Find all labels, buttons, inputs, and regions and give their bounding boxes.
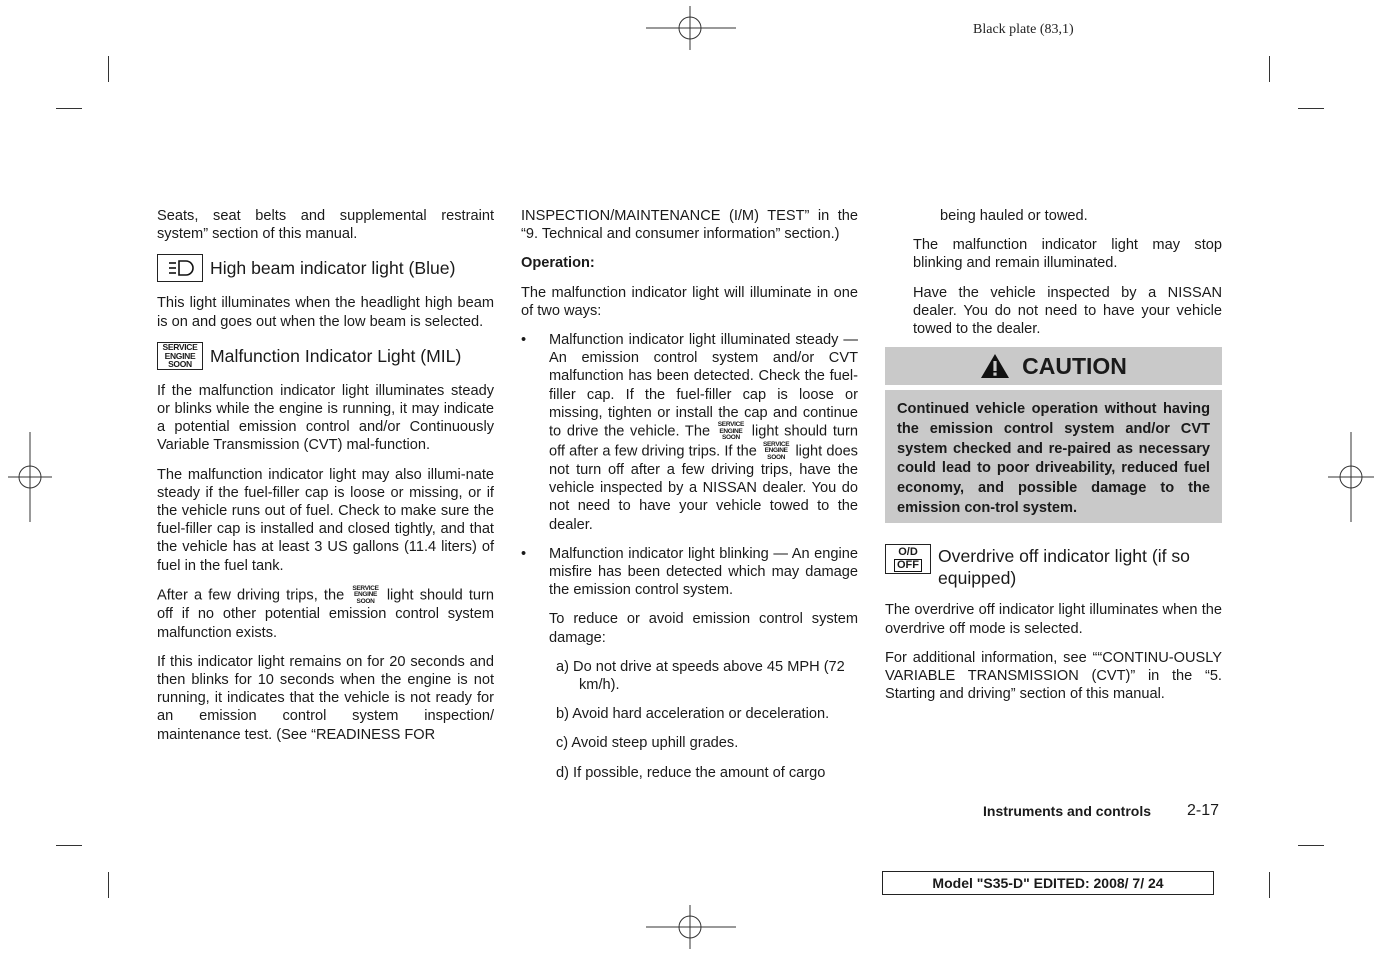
- intro-paragraph: Seats, seat belts and supplemental restraint system” section of this manual.: [157, 208, 494, 243]
- mil-paragraph-2: The malfunction indicator light may also illumi-nate steady if the fuel-filler cap is loose or missing, or if the vehicle runs out of fuel. Check to make sure the fuel-filler cap is installed and closed tightly, and that the vehicle has at least 3 US gallons (11.4 liters) of fuel in the fuel tank.: [157, 466, 494, 574]
- caution-header: [885, 347, 1222, 385]
- service-engine-soon-icon: SERVICE ENGINE SOON: [157, 342, 203, 370]
- operation-text: The malfunction indicator light will illuminate in one of two ways:: [521, 284, 858, 319]
- sub-item-c: c) Avoid steep uphill grades.: [556, 735, 739, 752]
- dealer-note: Have the vehicle inspected by a NISSAN dealer. You do not need to have your vehicle towed to the dealer.: [913, 284, 1222, 338]
- overdrive-text-1: The overdrive off indicator light illuminates when the overdrive off mode is selected.: [885, 602, 1222, 637]
- overdrive-title: Overdrive off indicator light (if so equipped): [938, 546, 1190, 589]
- registration-mark-left: [4, 432, 52, 522]
- sub-item-d: d) If possible, reduce the amount of cargo: [556, 764, 826, 781]
- column-3: [885, 207, 1222, 714]
- caution-title: CAUTION: [1022, 353, 1127, 380]
- registration-mark-right: [1328, 432, 1376, 522]
- footer-section-title: Instruments and controls: [983, 803, 1152, 819]
- sub-item-a: a) Do not drive at speeds above 45 MPH (72 km/h).: [556, 658, 845, 694]
- mil-paragraph-3: After a few driving trips, the SERVICE ENGINE SOON light should turn off if no other potential emission control system malfunction exists.: [157, 584, 494, 641]
- registration-mark-bottom: [646, 905, 736, 951]
- continued-sub-item: being hauled or towed.: [940, 208, 1088, 224]
- bullet-dot: •: [521, 332, 527, 349]
- plate-label: Black plate (83,1): [973, 22, 1074, 37]
- reduce-damage-text: To reduce or avoid emission control system damage:: [549, 611, 858, 646]
- high-beam-title: High beam indicator light (Blue): [210, 258, 456, 279]
- mil-paragraph-1: If the malfunction indicator light illuminates steady or blinks while the engine is running, it may indicate a potential emission control and/or Continuously Variable Transmission (CVT) mal-function.: [157, 382, 494, 454]
- high-beam-text: This light illuminates when the headlight high beam is on and goes out when the low beam is selected.: [157, 295, 494, 330]
- mil-paragraph-4: If this indicator light remains on for 20 seconds and then blinks for 10 seconds when the engine is not running, it indicates that the vehicle is not ready for an emission control system inspection/ maintenance test. (See “READINESS FOR: [157, 653, 494, 743]
- bullet-dot: •: [521, 545, 527, 562]
- overdrive-off-icon: O/D OFF: [885, 544, 931, 574]
- list-item: • Malfunction indicator light illuminated steady — An emission control system and/or CVT malfunction has been detected. Check the fuel-filler cap. If the fuel-filler cap is loose or missing, tighten or install the cap and continue to drive the vehicle. The SERVICE ENGINE SOON light should turn off after a few driving trips. If the SERVICE ENGINE SOON light does not turn off after a few driving trips, have the vehicle inspected by a NISSAN dealer. You do not need to have your vehicle towed to the dealer.: [521, 332, 858, 533]
- mil-title: Malfunction Indicator Light (MIL): [210, 345, 462, 366]
- high-beam-icon: [157, 254, 203, 282]
- column-1: [157, 207, 494, 755]
- registration-mark-top: [646, 4, 736, 50]
- overdrive-heading: [885, 545, 1222, 589]
- service-engine-soon-icon: SERVICE ENGINE SOON: [352, 584, 379, 605]
- service-engine-soon-icon: SERVICE ENGINE SOON: [762, 440, 790, 461]
- list-item: • Malfunction indicator light blinking — An engine misfire has been detected which may damage the emission control system.: [521, 545, 858, 599]
- page-number: 2-17: [1187, 802, 1220, 819]
- overdrive-text-2: For additional information, see ““CONTINU-OUSLY VARIABLE TRANSMISSION (CVT)” in the “5. Starting and driving” section of this manual.: [885, 649, 1222, 703]
- blinking-note: The malfunction indicator light may stop blinking and remain illuminated.: [913, 237, 1222, 272]
- high-beam-heading: [157, 254, 494, 282]
- caution-text: Continued vehicle operation without having the emission control system and/or CVT system checked and re-paired as necessary could lead to poor driveability, reduced fuel economy, and possible damage to the emission con-trol system.: [885, 390, 1222, 523]
- service-engine-soon-icon: SERVICE ENGINE SOON: [717, 421, 745, 442]
- mil-heading: [157, 342, 494, 370]
- sub-item-b: b) Avoid hard acceleration or deceleration.: [556, 706, 830, 723]
- column-2: [521, 207, 858, 793]
- warning-icon: [980, 353, 1010, 379]
- model-edited-label: Model "S35-D" EDITED: 2008/ 7/ 24: [882, 871, 1214, 895]
- continued-paragraph: INSPECTION/MAINTENANCE (I/M) TEST” in the “9. Technical and consumer information” section.): [521, 208, 858, 243]
- operation-heading: Operation:: [521, 255, 595, 272]
